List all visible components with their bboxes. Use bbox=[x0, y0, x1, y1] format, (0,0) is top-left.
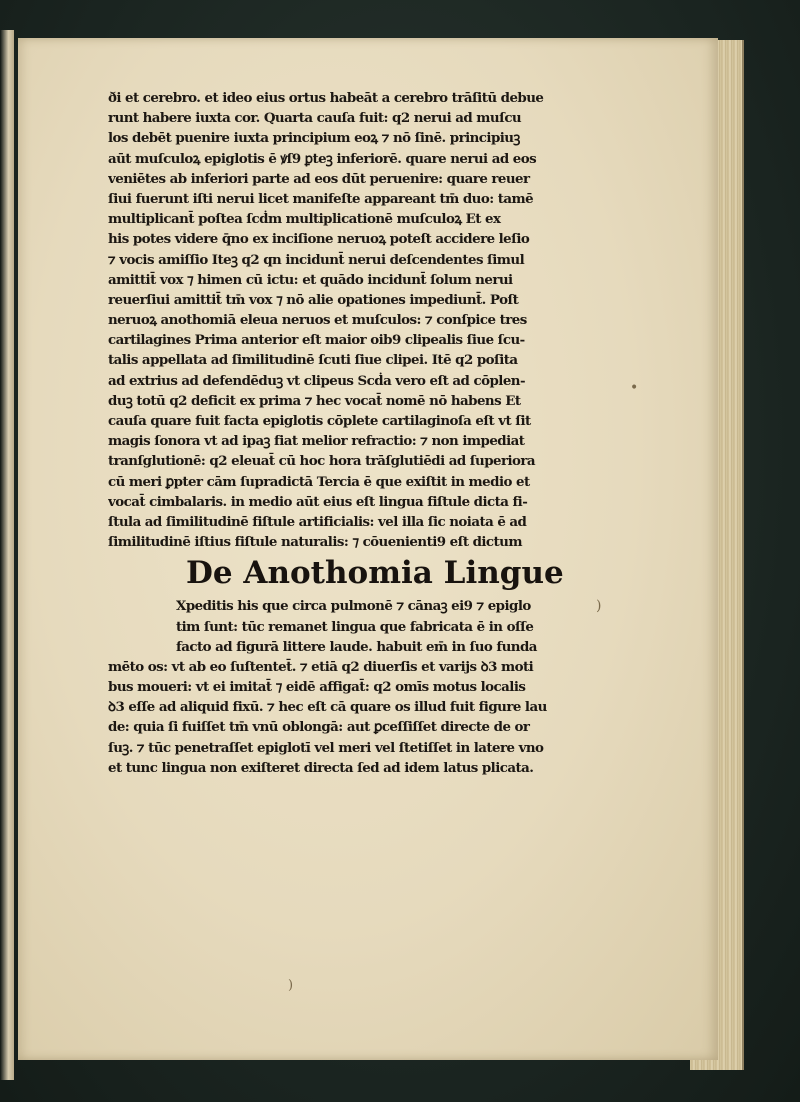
manuscript-page bbox=[18, 38, 718, 1060]
text-line: reuerſiui amittit̄ tm̄ vox ⁊ nō alie opationes impediunt̄. Poſt bbox=[108, 291, 519, 308]
text-line: multiplicant̄ poſtea ſcḋm multiplicationē muſculoꝝ Et ex bbox=[108, 211, 501, 228]
text-line: ſiui fuerunt iſti nerui licet manifeſte appareant tm̄ duo: tamē bbox=[108, 190, 534, 207]
text-line: de: quia ſi fuiſſet tm̄ vnū oblongā: aut ꝑceſſiſſet directe de or bbox=[108, 719, 530, 736]
text-line: runt habere iuxta cor. Quarta cauſa fuit: q2 nerui ad muſcu bbox=[108, 110, 522, 127]
section-heading: De Anothomia Lingue bbox=[186, 555, 564, 592]
text-line: facto ad figurā littere laude. habuit em̄ in ſuo funda bbox=[176, 638, 537, 655]
text-line: Xpeditis his que circa pulmonē ⁊ cānaꝫ ei9 ⁊ epiglo bbox=[176, 598, 531, 615]
text-line: ſimilitudinē iſtius fiſtule naturalis: ⁊ cōuenienti9 eſt dictum bbox=[108, 534, 522, 551]
text-line: magis ſonora vt ad ipaꝫ fiat melior refractio: ⁊ non impediat bbox=[108, 433, 525, 450]
text-block bbox=[108, 88, 628, 778]
paragraph-bottom bbox=[108, 596, 628, 778]
text-line: et tunc lingua non exiſteret directa ſed ad idem latus plicata. bbox=[108, 759, 534, 776]
text-line: talis appellata ad ſimilitudinē ſcuti ſiue clipei. Itē q2 poſita bbox=[108, 352, 518, 369]
text-line: bus moueri: vt ei imitat̄ ⁊ eidē affigat̄: q2 omīs motus localis bbox=[108, 679, 526, 696]
text-line: amittit̄ vox ⁊ himen cū ictu: et quādo incidunt̄ ſolum nerui bbox=[108, 271, 513, 288]
ink-spot: • bbox=[630, 380, 639, 396]
ink-mark-bottom: ) bbox=[288, 978, 294, 993]
text-line: tranſglutionē: q2 eleuat̄ cū hoc hora trāſglutiēdi ad ſuperiora bbox=[108, 453, 536, 470]
text-line: mēto os: vt ab eo ſuſtentet̄. ⁊ etiā q2 diuerſis et varijs ꝺ3 moti bbox=[108, 658, 534, 675]
text-line: aūt muſculoꝝ epiglotis ē ꝟſ9 ꝑteꝫ inferiorē. quare nerui ad eos bbox=[108, 150, 537, 167]
text-line: cū meri ꝑpter cām ſupradictā Tercia ē que exiſtit in medio et bbox=[108, 473, 530, 490]
text-line: ⁊ vocis amiſſio Iteꝫ q2 qn incidunt̄ nerui deſcendentes ſimul bbox=[108, 251, 525, 268]
text-line: cauſa quare fuit facta epiglotis cōplete cartilaginoſa eſt vt ſit bbox=[108, 413, 531, 429]
text-line: ði et cerebro. et ideo eius ortus habeāt a cerebro trāſitū debue bbox=[108, 90, 544, 106]
text-line: his potes videre q̄no ex inciſione neruoꝝ poteſt accidere leſio bbox=[108, 231, 530, 248]
text-line: vocat̄ cimbalaris. in medio aūt eius eſt lingua fiſtule dicta fi- bbox=[108, 493, 528, 510]
text-line: ad extrius ad defendēduꝫ vt clipeus Scḋa vero eſt ad cōplen- bbox=[108, 372, 525, 389]
text-line: cartilagines Prima anterior eſt maior oib9 clipealis ſiue ſcu- bbox=[108, 332, 525, 349]
ink-mark: ) bbox=[596, 598, 602, 614]
text-line: duꝫ totū q2 deficit ex prima ⁊ hec vocat̄ nomē nō habens Et bbox=[108, 392, 521, 409]
text-line: ſtula ad ſimilitudinē fiſtule artificialis: vel illa ſic noiata ē ad bbox=[108, 513, 527, 530]
text-line: tim ſunt: tūc remanet lingua que fabricata ē in oſſe bbox=[176, 618, 534, 635]
facing-page-edge bbox=[0, 30, 14, 1080]
text-line: neruoꝝ anothomiā eleua neruos et muſculos: ⁊ conſpice tres bbox=[108, 312, 527, 329]
paragraph-top bbox=[108, 88, 628, 552]
text-line: ſuꝫ. ⁊ tūc penetraſſet epiglotī vel meri vel ſtetiſſet in latere vno bbox=[108, 739, 544, 756]
text-line: veniētes ab inferiori parte ad eos dūt peruenire: quare reuer bbox=[108, 170, 530, 187]
text-line: los debēt puenire iuxta principium eoꝝ ⁊ nō ſinē. principiuꝫ bbox=[108, 130, 520, 147]
text-line: ꝺ3 eſſe ad aliquid fixū. ⁊ hec eſt cā quare os illud fuit figure lau bbox=[108, 699, 547, 716]
